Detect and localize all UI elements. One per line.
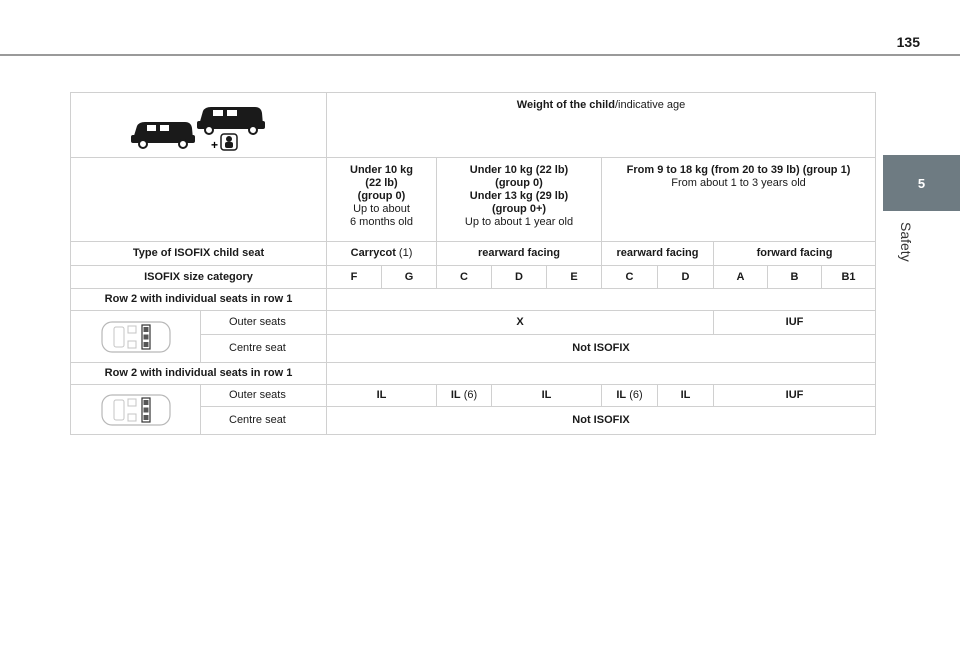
car-seat-layout-icon [100,319,172,355]
group-cell [602,158,876,242]
page-number: 135 [896,34,920,50]
size-code: D [492,266,547,289]
rearward-cell: rearward facing [437,242,602,266]
weight-header-rest: /indicative age [614,99,686,111]
chapter-title: Safety [898,222,914,262]
group-line: (22 lb) [365,177,398,189]
il-note: (6) [460,389,478,401]
group-cell [327,158,437,242]
size-code: G [382,266,437,289]
group-line: 6 months old [350,216,413,228]
il-cell: IL [658,385,714,407]
il-label: IL [616,389,627,401]
group-line: From 9 to 18 kg (from 20 to 39 lb) (group 1) [626,164,851,176]
group-line: Up to about 1 year old [464,216,574,228]
il-cell: IL [492,385,602,407]
header-row [71,93,876,158]
iuf-cell: IUF [714,385,876,407]
top-rule [0,54,960,56]
carrycot-note: (1) [395,247,413,259]
not-isofix-cell: Not ISOFIX [327,407,876,435]
group-line: Under 10 kg [350,164,413,176]
size-label: ISOFIX size category [71,266,327,289]
seat-layout-cell [71,311,201,363]
isofix-table [70,92,876,435]
outer-seats-label: Outer seats [201,385,327,407]
size-row [71,266,876,289]
weight-header-bold: Weight of the child [516,99,615,111]
groups-empty-cell [71,158,327,242]
outer-seats-label: Outer seats [201,311,327,335]
group-line: Under 13 kg (29 lb) [469,190,569,202]
size-code: C [602,266,658,289]
group-line: Under 10 kg (22 lb) [469,164,569,176]
size-code: C [437,266,492,289]
seat-type-row [71,242,876,266]
il-note: (6) [626,389,643,401]
il-label: IL [450,389,461,401]
size-code: B [768,266,822,289]
size-code: F [327,266,382,289]
centre-seat-label: Centre seat [201,407,327,435]
not-isofix-cell: Not ISOFIX [327,335,876,363]
section-title-row [71,363,876,385]
carrycot-cell [327,242,437,266]
van-pair-icon [129,99,269,151]
vehicle-icon-cell [71,93,327,158]
outer-seats-row [71,385,876,407]
carrycot-label: Carrycot [350,247,396,259]
forward-cell: forward facing [714,242,876,266]
group-cell [437,158,602,242]
section-title-row [71,289,876,311]
size-code: B1 [822,266,876,289]
svg-text:+: + [210,138,218,151]
section-empty-cell [327,363,876,385]
chapter-tab[interactable]: 5 [883,155,960,211]
iuf-cell: IUF [714,311,876,335]
rearward-cell: rearward facing [602,242,714,266]
group-line: From about 1 to 3 years old [671,177,806,189]
seat-layout-cell [71,385,201,435]
size-code: E [547,266,602,289]
group-line: (group 0) [495,177,543,189]
group-line: (group 0+) [491,203,547,215]
size-code: A [714,266,768,289]
groups-row [71,158,876,242]
il-cell [437,385,492,407]
section-title: Row 2 with individual seats in row 1 [71,363,327,385]
group-line: Up to about [353,203,410,215]
group-line: (group 0) [357,190,406,202]
outer-seats-row [71,311,876,335]
weight-header [327,93,876,158]
il-cell: IL [327,385,437,407]
car-seat-layout-icon [100,392,172,428]
not-suitable-cell: X [327,311,714,335]
size-code: D [658,266,714,289]
centre-seat-label: Centre seat [201,335,327,363]
seat-type-label: Type of ISOFIX child seat [71,242,327,266]
section-title: Row 2 with individual seats in row 1 [71,289,327,311]
il-cell [602,385,658,407]
section-empty-cell [327,289,876,311]
